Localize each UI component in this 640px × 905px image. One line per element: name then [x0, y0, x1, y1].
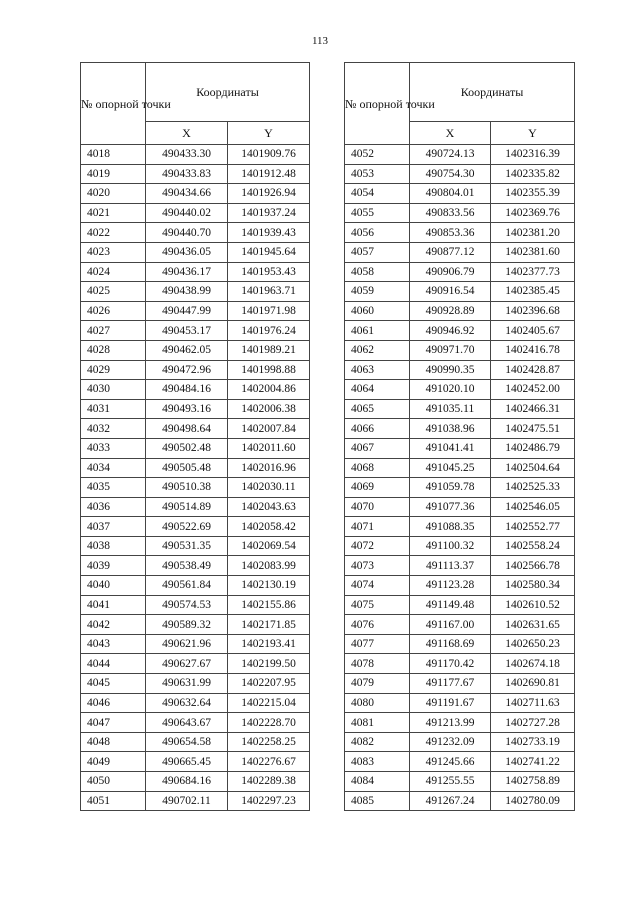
x-coordinate-cell: 490654.58: [146, 732, 228, 752]
y-coordinate-cell: 1402289.38: [228, 772, 310, 792]
x-coordinate-cell: 490498.64: [146, 419, 228, 439]
table-row: [345, 203, 575, 223]
point-number-cell: 4065: [345, 399, 410, 419]
x-coordinate-cell: 490946.92: [410, 321, 491, 341]
y-coordinate-cell: 1402727.28: [491, 713, 575, 733]
x-header: X: [146, 122, 228, 145]
table-row: [81, 517, 310, 537]
point-number-cell: 4075: [345, 595, 410, 615]
y-coordinate-cell: 1402228.70: [228, 713, 310, 733]
point-number-cell: 4057: [345, 242, 410, 262]
point-number-cell: 4077: [345, 634, 410, 654]
point-number-cell: 4081: [345, 713, 410, 733]
point-number-cell: 4036: [81, 497, 146, 517]
table-row: [345, 713, 575, 733]
point-number-cell: 4026: [81, 301, 146, 321]
table-row: [345, 145, 575, 165]
table-row: [81, 458, 310, 478]
point-number-cell: 4056: [345, 223, 410, 243]
table-row: [81, 693, 310, 713]
y-coordinate-cell: 1402566.78: [491, 556, 575, 576]
y-coordinate-cell: 1402007.84: [228, 419, 310, 439]
table-row: [345, 772, 575, 792]
y-coordinate-cell: 1402552.77: [491, 517, 575, 537]
x-coordinate-cell: 491267.24: [410, 791, 491, 811]
y-coordinate-cell: 1402405.67: [491, 321, 575, 341]
x-coordinate-cell: 491232.09: [410, 732, 491, 752]
x-coordinate-cell: 490990.35: [410, 360, 491, 380]
table-row: [81, 184, 310, 204]
x-coordinate-cell: 491077.36: [410, 497, 491, 517]
x-coordinate-cell: 490906.79: [410, 262, 491, 282]
y-coordinate-cell: 1402377.73: [491, 262, 575, 282]
y-coordinate-cell: 1402650.23: [491, 634, 575, 654]
point-number-cell: 4034: [81, 458, 146, 478]
x-coordinate-cell: 490804.01: [410, 184, 491, 204]
x-coordinate-cell: 490447.99: [146, 301, 228, 321]
x-coordinate-cell: 490436.05: [146, 242, 228, 262]
y-coordinate-cell: 1402385.45: [491, 282, 575, 302]
point-number-cell: 4032: [81, 419, 146, 439]
y-coordinate-cell: 1402316.39: [491, 145, 575, 165]
y-coordinate-cell: 1401953.43: [228, 262, 310, 282]
y-coordinate-cell: 1402428.87: [491, 360, 575, 380]
y-coordinate-cell: 1402610.52: [491, 595, 575, 615]
x-coordinate-cell: 490561.84: [146, 576, 228, 596]
y-coordinate-cell: 1402758.89: [491, 772, 575, 792]
table-row: [81, 438, 310, 458]
point-number-cell: 4063: [345, 360, 410, 380]
y-coordinate-cell: 1402043.63: [228, 497, 310, 517]
x-coordinate-cell: 490684.16: [146, 772, 228, 792]
y-coordinate-cell: 1402011.60: [228, 438, 310, 458]
point-number-cell: 4078: [345, 654, 410, 674]
table-row: [81, 576, 310, 596]
point-number-cell: 4074: [345, 576, 410, 596]
y-coordinate-cell: 1402207.95: [228, 674, 310, 694]
table-row: [345, 478, 575, 498]
table-row: [345, 184, 575, 204]
point-number-cell: 4052: [345, 145, 410, 165]
point-number-cell: 4024: [81, 262, 146, 282]
x-coordinate-cell: 490643.67: [146, 713, 228, 733]
y-coordinate-cell: 1402276.67: [228, 752, 310, 772]
point-number-cell: 4035: [81, 478, 146, 498]
table-row: [345, 458, 575, 478]
coordinates-table-right: [344, 62, 575, 811]
y-coordinate-cell: 1402558.24: [491, 536, 575, 556]
y-coordinate-cell: 1402486.79: [491, 438, 575, 458]
x-coordinate-cell: 491168.69: [410, 634, 491, 654]
y-coordinate-cell: 1401937.24: [228, 203, 310, 223]
table-row: [345, 674, 575, 694]
table-row: [345, 497, 575, 517]
table-row: [81, 615, 310, 635]
table-row: [81, 145, 310, 165]
table-row: [345, 615, 575, 635]
table-row: [345, 438, 575, 458]
point-number-header: № опорной точки: [81, 63, 146, 145]
x-coordinate-cell: 490514.89: [146, 497, 228, 517]
point-number-cell: 4025: [81, 282, 146, 302]
table-row: [81, 419, 310, 439]
point-number-cell: 4066: [345, 419, 410, 439]
table-row: [345, 556, 575, 576]
x-coordinate-cell: 490531.35: [146, 536, 228, 556]
y-coordinate-cell: 1401976.24: [228, 321, 310, 341]
table-row: [345, 380, 575, 400]
page-number: 113: [311, 35, 329, 47]
y-coordinate-cell: 1401989.21: [228, 340, 310, 360]
x-coordinate-cell: 490433.30: [146, 145, 228, 165]
table-row: [81, 360, 310, 380]
point-number-header: № опорной точки: [345, 63, 410, 145]
x-coordinate-cell: 491255.55: [410, 772, 491, 792]
table-row: [81, 713, 310, 733]
table-row: [81, 556, 310, 576]
y-coordinate-cell: 1402466.31: [491, 399, 575, 419]
table-row: [345, 536, 575, 556]
point-number-cell: 4069: [345, 478, 410, 498]
point-number-cell: 4048: [81, 732, 146, 752]
point-number-cell: 4067: [345, 438, 410, 458]
point-number-cell: 4044: [81, 654, 146, 674]
y-coordinate-cell: 1402016.96: [228, 458, 310, 478]
table-row: [345, 732, 575, 752]
point-number-cell: 4076: [345, 615, 410, 635]
y-header: Y: [491, 122, 575, 145]
x-coordinate-cell: 490724.13: [410, 145, 491, 165]
x-coordinate-cell: 490754.30: [410, 164, 491, 184]
y-coordinate-cell: 1402381.20: [491, 223, 575, 243]
point-number-cell: 4055: [345, 203, 410, 223]
y-coordinate-cell: 1402155.86: [228, 595, 310, 615]
table-row: [81, 536, 310, 556]
table-row: [345, 791, 575, 811]
x-coordinate-cell: 491088.35: [410, 517, 491, 537]
point-number-cell: 4084: [345, 772, 410, 792]
table-row: [345, 752, 575, 772]
x-coordinate-cell: 490853.36: [410, 223, 491, 243]
y-coordinate-cell: 1402258.25: [228, 732, 310, 752]
x-coordinate-cell: 490505.48: [146, 458, 228, 478]
table-row: [81, 674, 310, 694]
y-coordinate-cell: 1402335.82: [491, 164, 575, 184]
point-number-cell: 4029: [81, 360, 146, 380]
point-number-cell: 4050: [81, 772, 146, 792]
x-coordinate-cell: 491100.32: [410, 536, 491, 556]
x-coordinate-cell: 490434.66: [146, 184, 228, 204]
point-number-cell: 4059: [345, 282, 410, 302]
point-number-cell: 4047: [81, 713, 146, 733]
table-row: [81, 164, 310, 184]
x-coordinate-cell: 490538.49: [146, 556, 228, 576]
y-coordinate-cell: 1402711.63: [491, 693, 575, 713]
table-row: [81, 223, 310, 243]
point-number-cell: 4058: [345, 262, 410, 282]
y-coordinate-cell: 1402452.00: [491, 380, 575, 400]
table-row: [81, 595, 310, 615]
table-row: [81, 262, 310, 282]
point-number-cell: 4064: [345, 380, 410, 400]
y-coordinate-cell: 1401963.71: [228, 282, 310, 302]
y-coordinate-cell: 1402396.68: [491, 301, 575, 321]
table-row: [345, 321, 575, 341]
table-row: [345, 301, 575, 321]
y-coordinate-cell: 1402193.41: [228, 634, 310, 654]
x-coordinate-cell: 491020.10: [410, 380, 491, 400]
point-number-cell: 4068: [345, 458, 410, 478]
x-coordinate-cell: 490877.12: [410, 242, 491, 262]
point-number-cell: 4027: [81, 321, 146, 341]
point-number-cell: 4073: [345, 556, 410, 576]
point-number-cell: 4021: [81, 203, 146, 223]
table-row: [345, 282, 575, 302]
point-number-cell: 4085: [345, 791, 410, 811]
point-number-cell: 4054: [345, 184, 410, 204]
table-row: [345, 242, 575, 262]
x-coordinate-cell: 491213.99: [410, 713, 491, 733]
x-coordinate-cell: 490833.56: [410, 203, 491, 223]
y-coordinate-cell: 1402058.42: [228, 517, 310, 537]
y-coordinate-cell: 1401909.76: [228, 145, 310, 165]
y-coordinate-cell: 1402631.65: [491, 615, 575, 635]
x-coordinate-cell: 491113.37: [410, 556, 491, 576]
x-coordinate-cell: 490702.11: [146, 791, 228, 811]
point-number-cell: 4037: [81, 517, 146, 537]
point-number-cell: 4079: [345, 674, 410, 694]
x-coordinate-cell: 490631.99: [146, 674, 228, 694]
point-number-cell: 4039: [81, 556, 146, 576]
y-coordinate-cell: 1402475.51: [491, 419, 575, 439]
y-coordinate-cell: 1401945.64: [228, 242, 310, 262]
table-row: [345, 517, 575, 537]
point-number-cell: 4023: [81, 242, 146, 262]
point-number-cell: 4022: [81, 223, 146, 243]
table-row: [345, 654, 575, 674]
table-row: [345, 223, 575, 243]
x-coordinate-cell: 491245.66: [410, 752, 491, 772]
y-coordinate-cell: 1402690.81: [491, 674, 575, 694]
table-row: [81, 634, 310, 654]
y-coordinate-cell: 1402525.33: [491, 478, 575, 498]
table-row: [81, 301, 310, 321]
point-number-cell: 4060: [345, 301, 410, 321]
table-row: [345, 164, 575, 184]
y-coordinate-cell: 1401939.43: [228, 223, 310, 243]
y-coordinate-cell: 1401926.94: [228, 184, 310, 204]
x-coordinate-cell: 491045.25: [410, 458, 491, 478]
table-row: [345, 634, 575, 654]
table-row: [81, 791, 310, 811]
point-number-cell: 4031: [81, 399, 146, 419]
y-coordinate-cell: 1402780.09: [491, 791, 575, 811]
point-number-cell: 4061: [345, 321, 410, 341]
table-row: [81, 772, 310, 792]
table-row: [81, 203, 310, 223]
point-number-cell: 4046: [81, 693, 146, 713]
x-coordinate-cell: 491041.41: [410, 438, 491, 458]
table-row: [345, 360, 575, 380]
point-number-cell: 4019: [81, 164, 146, 184]
coordinates-header: Координаты: [410, 63, 575, 122]
x-coordinate-cell: 491038.96: [410, 419, 491, 439]
x-coordinate-cell: 491170.42: [410, 654, 491, 674]
x-coordinate-cell: 491059.78: [410, 478, 491, 498]
point-number-cell: 4043: [81, 634, 146, 654]
point-number-cell: 4028: [81, 340, 146, 360]
table-row: [81, 654, 310, 674]
table-row: [81, 282, 310, 302]
table-row: [81, 399, 310, 419]
point-number-cell: 4049: [81, 752, 146, 772]
y-coordinate-cell: 1402030.11: [228, 478, 310, 498]
table-row: [345, 419, 575, 439]
table-row: [81, 242, 310, 262]
y-coordinate-cell: 1402733.19: [491, 732, 575, 752]
x-coordinate-cell: 490522.69: [146, 517, 228, 537]
y-coordinate-cell: 1402674.18: [491, 654, 575, 674]
x-coordinate-cell: 490574.53: [146, 595, 228, 615]
x-coordinate-cell: 490510.38: [146, 478, 228, 498]
x-coordinate-cell: 491035.11: [410, 399, 491, 419]
x-coordinate-cell: 490440.02: [146, 203, 228, 223]
y-coordinate-cell: 1402355.39: [491, 184, 575, 204]
y-coordinate-cell: 1402171.85: [228, 615, 310, 635]
point-number-cell: 4040: [81, 576, 146, 596]
y-coordinate-cell: 1402504.64: [491, 458, 575, 478]
x-coordinate-cell: 491191.67: [410, 693, 491, 713]
y-coordinate-cell: 1402069.54: [228, 536, 310, 556]
table-row: [345, 595, 575, 615]
y-coordinate-cell: 1401912.48: [228, 164, 310, 184]
y-coordinate-cell: 1402416.78: [491, 340, 575, 360]
table-row: [81, 732, 310, 752]
y-coordinate-cell: 1402004.86: [228, 380, 310, 400]
x-coordinate-cell: 490440.70: [146, 223, 228, 243]
x-coordinate-cell: 490589.32: [146, 615, 228, 635]
x-coordinate-cell: 490632.64: [146, 693, 228, 713]
point-number-cell: 4062: [345, 340, 410, 360]
point-number-cell: 4018: [81, 145, 146, 165]
x-coordinate-cell: 490502.48: [146, 438, 228, 458]
table-row: [345, 576, 575, 596]
x-coordinate-cell: 490436.17: [146, 262, 228, 282]
y-coordinate-cell: 1402215.04: [228, 693, 310, 713]
x-coordinate-cell: 490971.70: [410, 340, 491, 360]
point-number-cell: 4070: [345, 497, 410, 517]
y-coordinate-cell: 1402546.05: [491, 497, 575, 517]
point-number-cell: 4041: [81, 595, 146, 615]
table-row: [81, 497, 310, 517]
point-number-cell: 4053: [345, 164, 410, 184]
table-row: [81, 752, 310, 772]
x-coordinate-cell: 490621.96: [146, 634, 228, 654]
x-coordinate-cell: 490433.83: [146, 164, 228, 184]
point-number-cell: 4071: [345, 517, 410, 537]
table-row: [81, 478, 310, 498]
x-coordinate-cell: 490484.16: [146, 380, 228, 400]
y-coordinate-cell: 1402369.76: [491, 203, 575, 223]
point-number-cell: 4038: [81, 536, 146, 556]
x-coordinate-cell: 491123.28: [410, 576, 491, 596]
table-row: [81, 340, 310, 360]
x-coordinate-cell: 490665.45: [146, 752, 228, 772]
table-row: [345, 399, 575, 419]
point-number-cell: 4020: [81, 184, 146, 204]
y-coordinate-cell: 1402741.22: [491, 752, 575, 772]
table-row: [345, 340, 575, 360]
x-coordinate-cell: 490438.99: [146, 282, 228, 302]
y-coordinate-cell: 1402297.23: [228, 791, 310, 811]
x-coordinate-cell: 491149.48: [410, 595, 491, 615]
table-row: [81, 321, 310, 341]
point-number-cell: 4072: [345, 536, 410, 556]
y-coordinate-cell: 1401971.98: [228, 301, 310, 321]
y-coordinate-cell: 1401998.88: [228, 360, 310, 380]
x-coordinate-cell: 490453.17: [146, 321, 228, 341]
y-coordinate-cell: 1402199.50: [228, 654, 310, 674]
point-number-cell: 4033: [81, 438, 146, 458]
x-coordinate-cell: 491167.00: [410, 615, 491, 635]
x-header: X: [410, 122, 491, 145]
x-coordinate-cell: 490627.67: [146, 654, 228, 674]
coordinates-table-left: [80, 62, 310, 811]
x-coordinate-cell: 490916.54: [410, 282, 491, 302]
y-coordinate-cell: 1402083.99: [228, 556, 310, 576]
table-row: [81, 380, 310, 400]
point-number-cell: 4080: [345, 693, 410, 713]
x-coordinate-cell: 490472.96: [146, 360, 228, 380]
y-coordinate-cell: 1402381.60: [491, 242, 575, 262]
table-row: [345, 262, 575, 282]
y-coordinate-cell: 1402580.34: [491, 576, 575, 596]
point-number-cell: 4082: [345, 732, 410, 752]
y-header: Y: [228, 122, 310, 145]
point-number-cell: 4045: [81, 674, 146, 694]
point-number-cell: 4083: [345, 752, 410, 772]
x-coordinate-cell: 491177.67: [410, 674, 491, 694]
table-row: [345, 693, 575, 713]
point-number-cell: 4051: [81, 791, 146, 811]
y-coordinate-cell: 1402130.19: [228, 576, 310, 596]
point-number-cell: 4030: [81, 380, 146, 400]
x-coordinate-cell: 490462.05: [146, 340, 228, 360]
x-coordinate-cell: 490493.16: [146, 399, 228, 419]
point-number-cell: 4042: [81, 615, 146, 635]
x-coordinate-cell: 490928.89: [410, 301, 491, 321]
coordinates-header: Координаты: [146, 63, 310, 122]
y-coordinate-cell: 1402006.38: [228, 399, 310, 419]
